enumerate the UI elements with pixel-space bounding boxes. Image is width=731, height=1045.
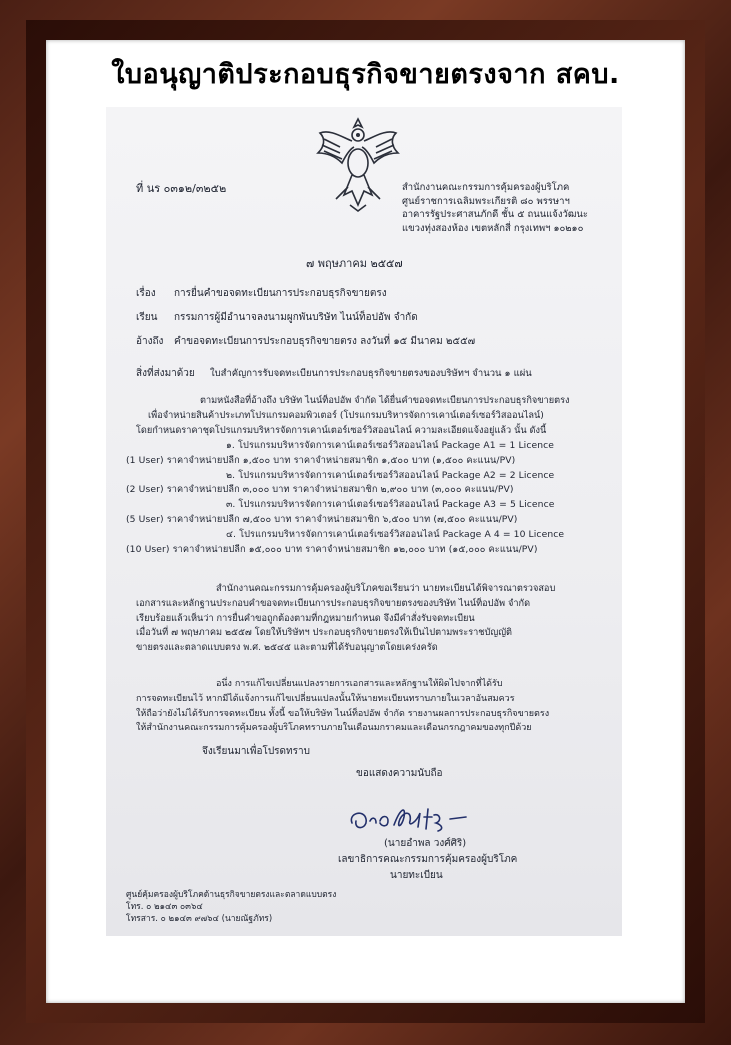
letter-document — [106, 107, 622, 936]
contact-footer: ศูนย์คุ้มครองผู้บริโภคด้านธุรกิจขายตรงและตลาดแบบตรง โทร. ๐ ๒๑๔๓ ๐๓๖๔ โทรสาร. ๐ ๒๑๔๓ ๙๗๖๔ (นายณัฐภัทร) — [126, 890, 337, 924]
garuda-emblem-icon — [312, 115, 404, 215]
subject-label: เรื่อง — [136, 288, 156, 299]
signatory-role: นายทะเบียน — [390, 870, 443, 881]
ref-text: คำขอจดทะเบียนการประกอบธุรกิจขายตรง ลงวันที่ ๑๕ มีนาคม ๒๕๕๗ — [174, 336, 476, 347]
regards-text: ขอแสดงความนับถือ — [356, 768, 443, 779]
list-item: ๓. โปรแกรมบริหารจัดการเคาน์เตอร์เซอร์วิสออนไลน์ Package A3 = 5 Licence — [226, 499, 555, 511]
list-item: ๔. โปรแกรมบริหารจัดการเคาน์เตอร์เซอร์วิสออนไลน์ Package A 4 = 10 Licence — [226, 528, 565, 540]
paragraph-intro: ตามหนังสือที่อ้างถึง บริษัท ไนน์ท็อปอัพ จำกัด ได้ยื่นคำขอจดทะเบียนการประกอบธุรกิจขายตรง เพื่อจำหน่ายสินค้าประเภทโปรแกรมคอมพิวเตอร์ (โปรแกรมบริหารจัดการเคาน์เตอร์เซอร์วิสออนไลน์) โดยกำหนดราคาชุดโปรแกรมบริหารจัดการเคาน์เตอร์เซอร์วิสออนไลน์ ความละเอียดแจ้งอยู่แล้ว นั้น ดังนี้ — [136, 395, 570, 436]
signature-icon — [346, 799, 476, 839]
ref-label: อ้างถึง — [136, 336, 164, 347]
paragraph-conditions: อนึ่ง การแก้ไขเปลี่ยนแปลงรายการเอกสารและหลักฐานให้ผิดไปจากที่ได้รับ การจดทะเบียนไว้ หากมีได้แจ้งการแก้ไขเปลี่ยนแปลงนั้นให้นายทะเบียนทราบภายในเวลาอันสมควร ให้ถือว่ายังไม่ได้รับการจดทะเบียน ทั้งนี้ ขอให้บริษัท ไนน์ท็อปอัพ จำกัด รายงานผลการประกอบธุรกิจขายตรง ให้สำนักงานคณะกรรมการคุ้มครองผู้บริโภคทราบภายในเดือนมกราคมและเดือนกรกฎาคมของทุกปีด้วย — [136, 679, 550, 734]
to-label: เรียน — [136, 312, 158, 323]
enclosure-label: สิ่งที่ส่งมาด้วย — [136, 368, 195, 379]
list-item: ๒. โปรแกรมบริหารจัดการเคาน์เตอร์เซอร์วิสออนไลน์ Package A2 = 2 Licence — [226, 469, 555, 481]
package-list: ๑. โปรแกรมบริหารจัดการเคาน์เตอร์เซอร์วิสออนไลน์ Package A1 = 1 Licence (1 User) ราคาจำหน่ายปลีก ๑,๕๐๐ บาท ราคาจำหน่ายสมาชิก ๑,๕๐๐ บาท (๑,๕๐๐ คะแนน/PV) ๒. โปรแกรมบริหารจัดการเคาน์เตอร์เซอร์วิสออนไลน์ Package A2 = 2 Licence (2 User) ราคาจำหน่ายปลีก ๓,๐๐๐ บาท ราคาจำหน่ายสมาชิก ๒,๙๐๐ บาท (๓,๐๐๐ คะแนน/PV) ๓. โปรแกรมบริหารจัดการเคาน์เตอร์เซอร์วิสออนไลน์ Package A3 = 5 Licence (5 User) ราคาจำหน่ายปลีก ๗,๕๐๐ บาท ราคาจำหน่ายสมาชิก ๖,๕๐๐ บาท (๗,๕๐๐ คะแนน/PV) ๔. โปรแกรมบริหารจัดการเคาน์เตอร์เซอร์วิสออนไลน์ Package A 4 = 10 Licence (10 User) ราคาจำหน่ายปลีก ๑๕,๐๐๐ บาท ราคาจำหน่ายสมาชิก ๑๒,๐๐๐ บาท (๑๕,๐๐๐ คะแนน/PV) — [126, 440, 565, 555]
letter-date: ๗ พฤษภาคม ๒๕๕๗ — [306, 257, 403, 270]
to-text: กรรมการผู้มีอำนาจลงนามผูกพันบริษัท ไนน์ท็อปอัพ จำกัด — [174, 312, 418, 323]
signatory-name: (นายอำพล วงศ์ศิริ) — [384, 838, 467, 849]
sender-organization: สำนักงานคณะกรรมการคุ้มครองผู้บริโภค ศูนย์ราชการเฉลิมพระเกียรติ ๘๐ พรรษาฯ อาคารรัฐประศาสนภักดี ชั้น ๕ ถนนแจ้งวัฒนะ แขวงทุ่งสองห้อง เขตหลักสี่ กรุงเทพฯ ๑๐๒๑๐ — [402, 182, 589, 234]
paragraph-approval: สำนักงานคณะกรรมการคุ้มครองผู้บริโภคขอเรียนว่า นายทะเบียนได้พิจารณาตรวจสอบ เอกสารและหลักฐานประกอบคำขอจดทะเบียนการประกอบธุรกิจขายตรงของบริษัท ไนน์ท็อปอัพ จำกัด เรียบร้อยแล้วเห็นว่า การยื่นคำขอถูกต้องตามที่กฎหมายกำหนด จึงมีคำสั่งรับจดทะเบียน เมื่อวันที่ ๗ พฤษภาคม ๒๕๕๗ โดยให้บริษัทฯ ประกอบธุรกิจขายตรงให้เป็นไปตามพระราชบัญญัติ ขายตรงและตลาดแบบตรง พ.ศ. ๒๕๔๕ และตามที่ได้รับอนุญาตโดยเคร่งครัด — [136, 583, 556, 654]
enclosure-text: ใบสำคัญการรับจดทะเบียนการประกอบธุรกิจขายตรงของบริษัทฯ จำนวน ๑ แผ่น — [210, 368, 532, 379]
list-item: ๑. โปรแกรมบริหารจัดการเคาน์เตอร์เซอร์วิสออนไลน์ Package A1 = 1 Licence — [226, 440, 555, 451]
subject-text: การยื่นคำขอจดทะเบียนการประกอบธุรกิจขายตรง — [174, 288, 387, 299]
page-heading: ใบอนุญาติประกอบธุรกิจขายตรงจาก สคบ. — [111, 59, 620, 90]
reference-number: ที่ นร ๐๓๑๒/๓๒๕๒ — [136, 182, 227, 195]
signatory-title: เลขาธิการคณะกรรมการคุ้มครองผู้บริโภค — [338, 854, 518, 865]
inform-text: จึงเรียนมาเพื่อโปรดทราบ — [202, 746, 310, 757]
